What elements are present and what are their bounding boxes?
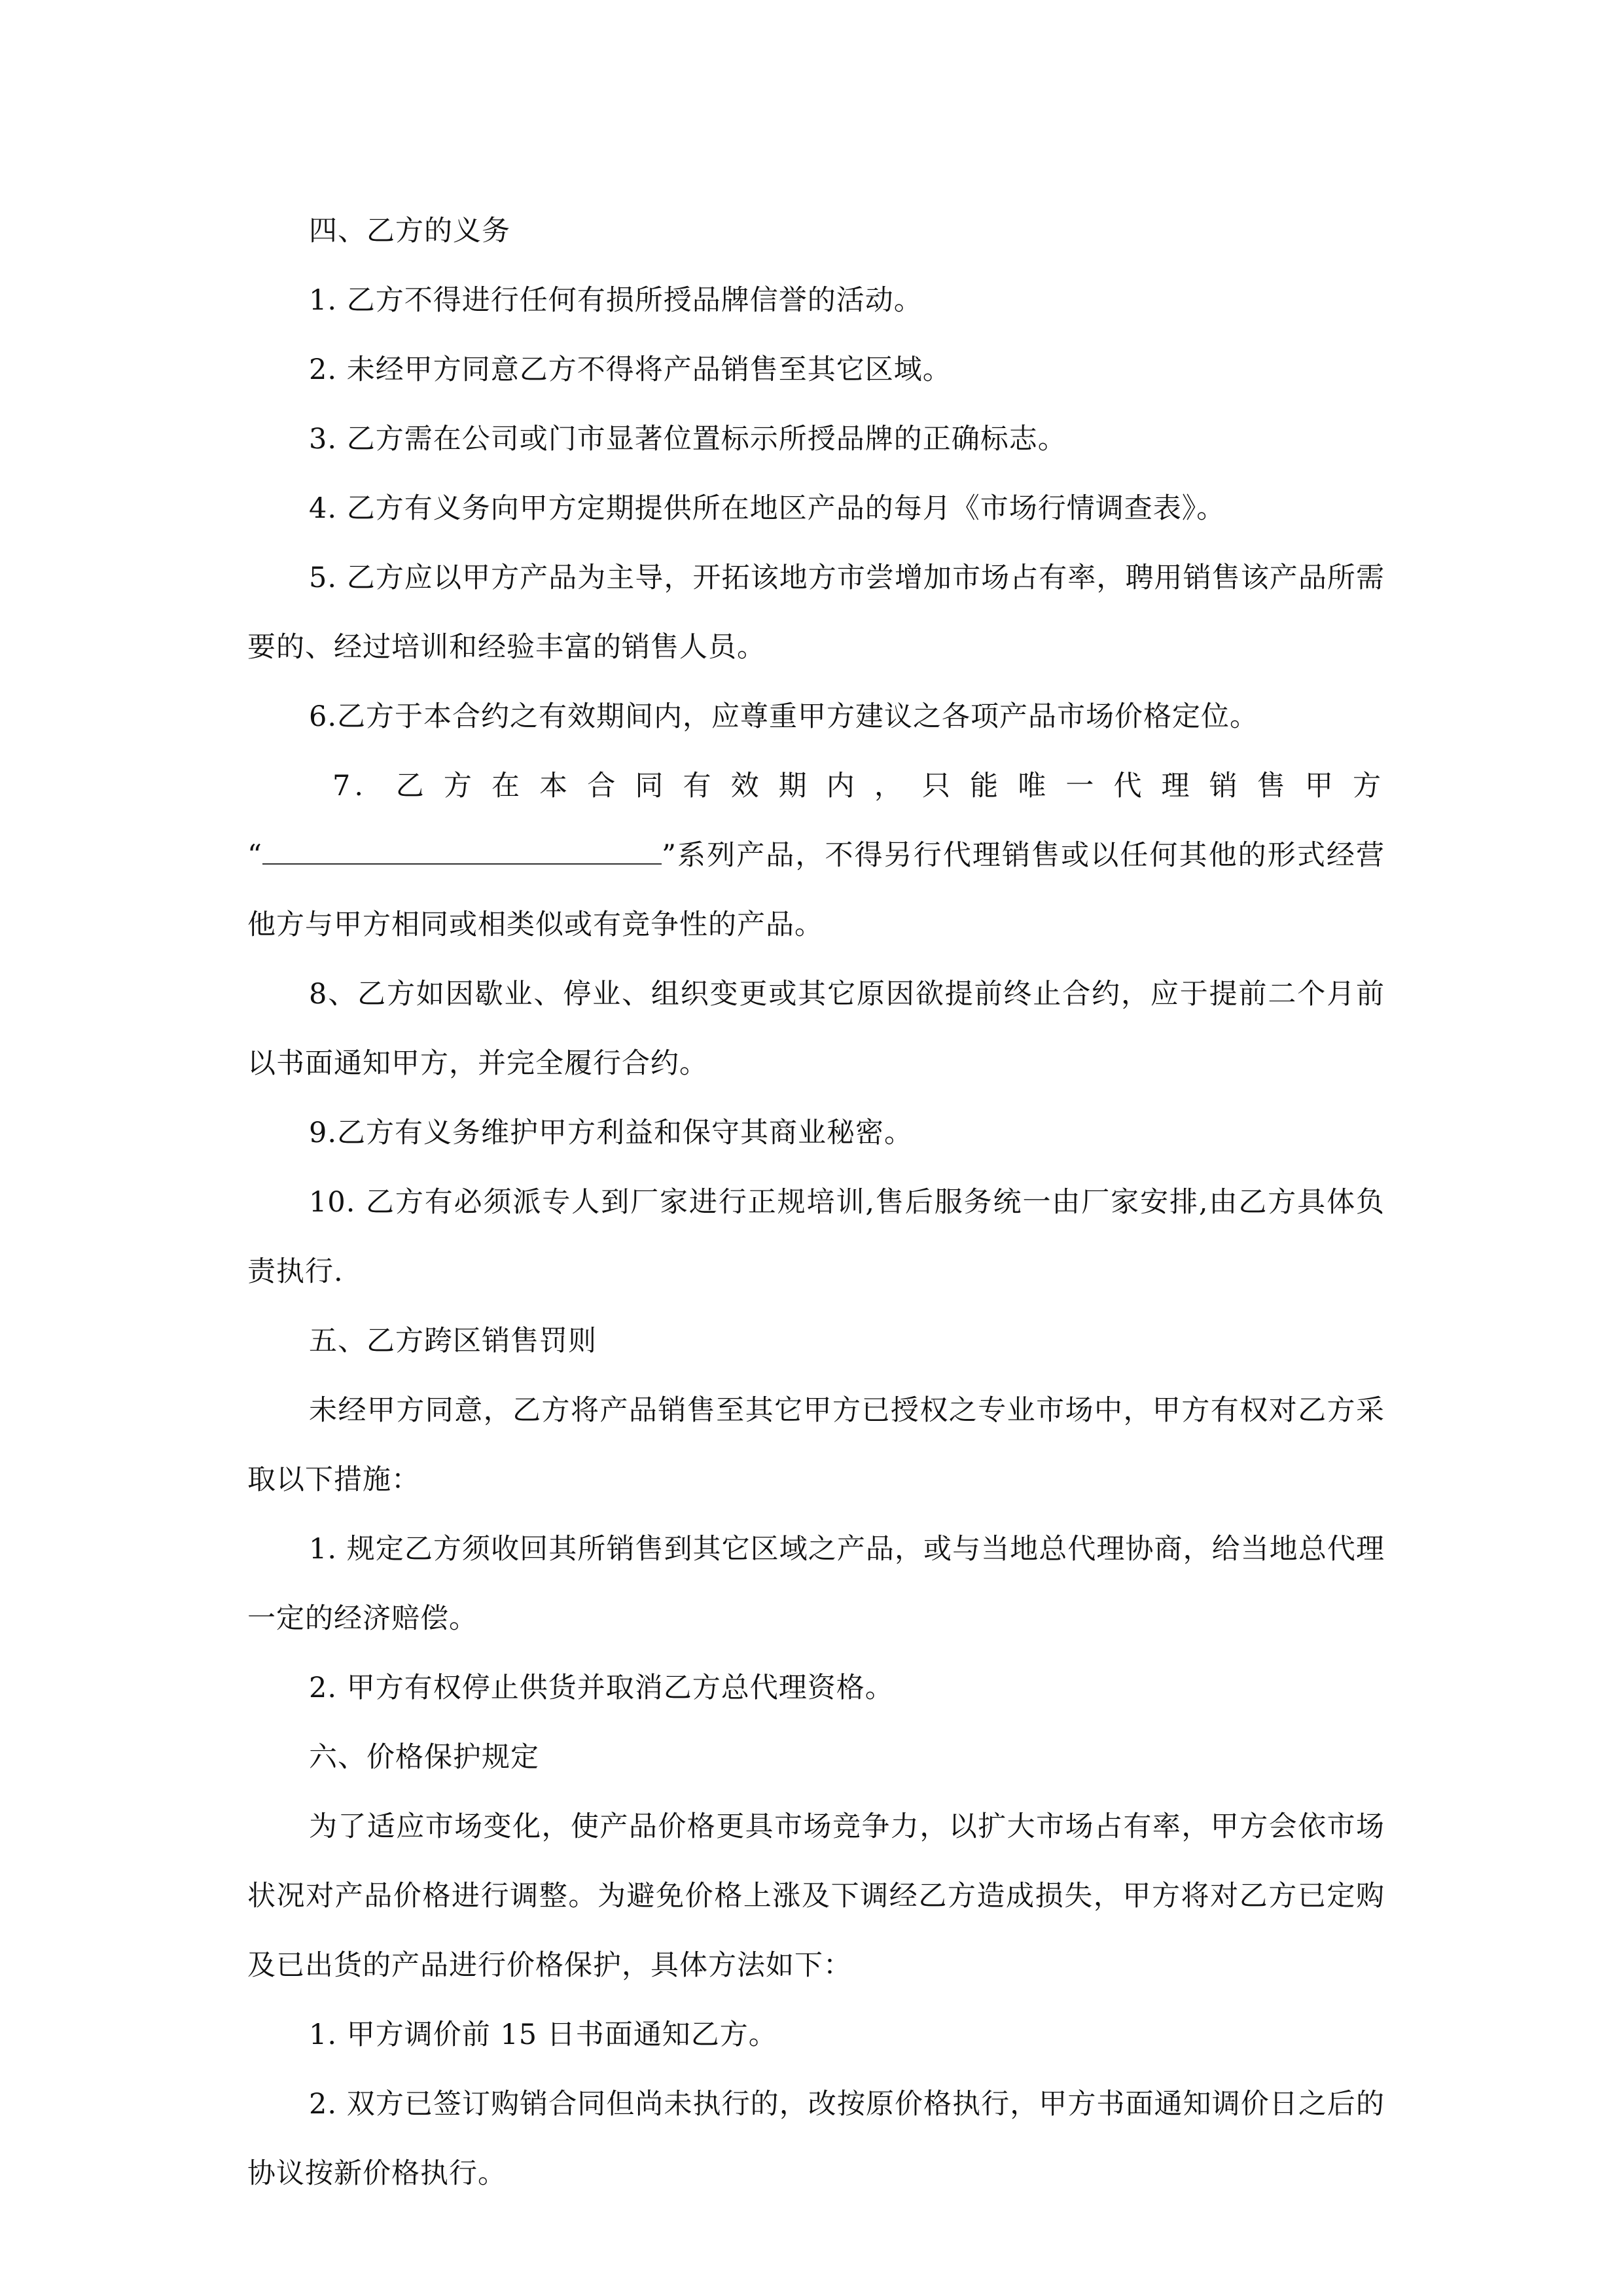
clause-4-10: 10. 乙方有必须派专人到厂家进行正规培训,售后服务统一由厂家安排,由乙方具体负责执行. [247,1186,1385,1288]
section-heading-cross-region-penalty: 五、乙方跨区销售罚则 [309,1325,597,1357]
clause-4-7-remainder: ”系列产品，不得另行代理销售或以任何其他的形式经营他方与甲方相同或相类似或有竞争性的产品。 [247,839,1385,941]
clause-6-1: 1. 甲方调价前 15 日书面通知乙方。 [309,2018,777,2051]
clause-4-5: 5. 乙方应以甲方产品为主导，开拓该地方市尝增加市场占有率，聘用销售该产品所需要的、经过培训和经验丰富的销售人员。 [247,562,1385,664]
section-heading-price-protection: 六、价格保护规定 [309,1741,539,1774]
section-5-intro: 未经甲方同意，乙方将产品销售至其它甲方已授权之专业市场中，甲方有权对乙方采取以下措施： [247,1394,1385,1496]
section-heading-party-b-obligations: 四、乙方的义务 [309,215,510,247]
clause-4-6: 6.乙方于本合约之有效期间内，应尊重甲方建议之各项产品市场价格定位。 [309,700,1259,733]
clause-4-1: 1. 乙方不得进行任何有损所授品牌信誉的活动。 [309,284,923,317]
open-quote: “ [247,839,262,872]
document-body [247,196,1385,2208]
clause-4-9: 9.乙方有义务维护甲方利益和保守其商业秘密。 [309,1117,914,1149]
product-series-blank [262,841,662,865]
clause-4-2: 2. 未经甲方同意乙方不得将产品销售至其它区域。 [309,353,952,386]
clause-5-2: 2. 甲方有权停止供货并取消乙方总代理资格。 [309,1672,894,1704]
clause-5-1: 1. 规定乙方须收回其所销售到其它区域之产品，或与当地总代理协商，给当地总代理一定的经济赔偿。 [247,1533,1385,1635]
clause-4-7-continued [247,821,1385,960]
clause-4-4: 4. 乙方有义务向甲方定期提供所在地区产品的每月《市场行情调查表》。 [309,492,1226,525]
clause-6-2: 2. 双方已签订购销合同但尚未执行的，改按原价格执行，甲方书面通知调价日之后的协议按新价格执行。 [247,2088,1385,2190]
clause-4-8: 8、乙方如因歇业、停业、组织变更或其它原因欲提前终止合约，应于提前二个月前以书面通知甲方，并完全履行合约。 [247,978,1385,1080]
section-6-intro: 为了适应市场变化，使产品价格更具市场竞争力，以扩大市场占有率，甲方会依市场状况对产品价格进行调整。为避免价格上涨及下调经乙方造成损失，甲方将对乙方已定购及已出货的产品进行价格保护，具体方法如下： [247,1810,1385,1982]
clause-4-7-line1: 7. 乙方在本合同有效期内，只能唯一代理销售甲方 [332,770,1385,802]
clause-4-3: 3. 乙方需在公司或门市显著位置标示所授品牌的正确标志。 [309,423,1067,456]
